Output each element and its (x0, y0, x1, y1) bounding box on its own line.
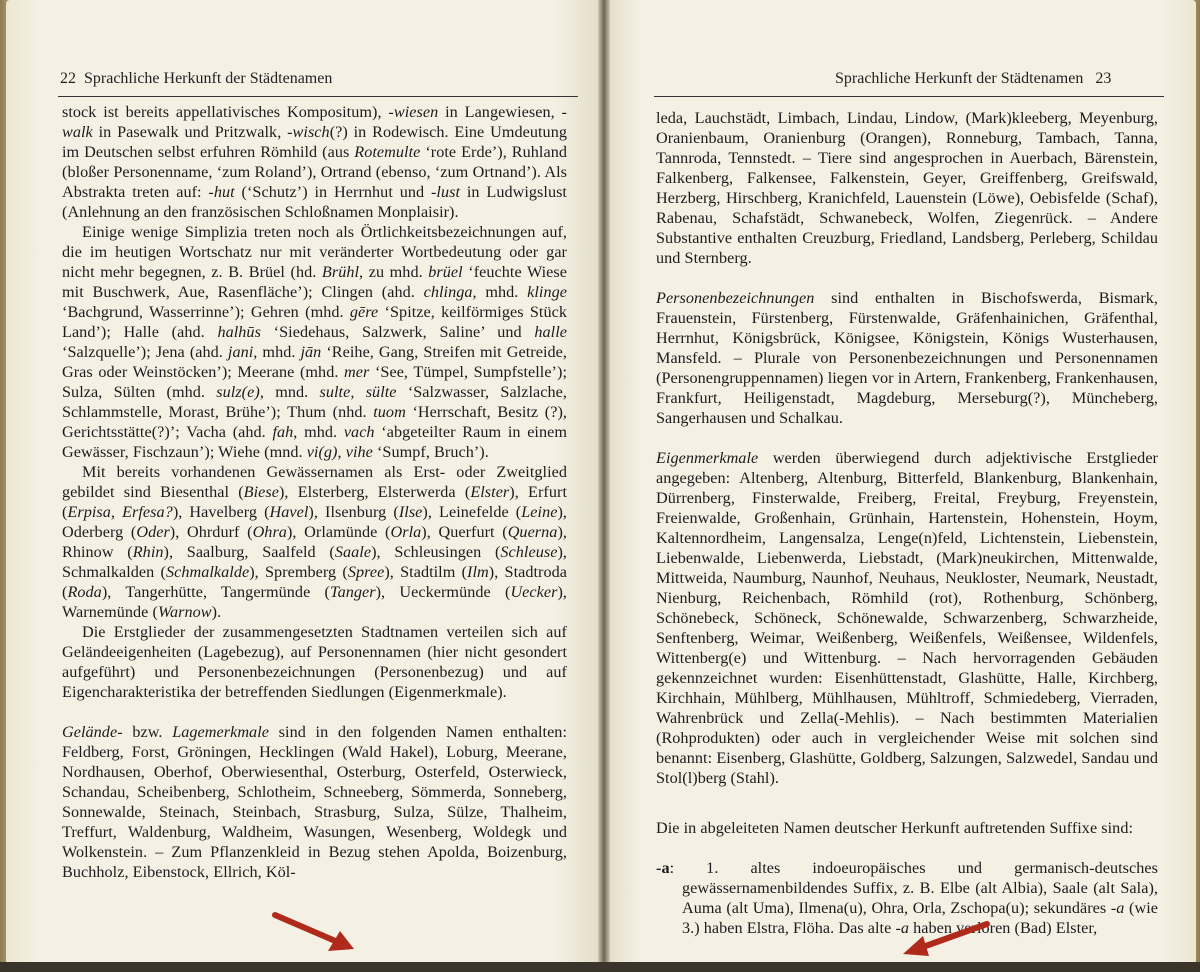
italic-term: jān (300, 343, 322, 361)
text-run: ‘See, Tümpel, Sumpfstelle’); Sulza, Sülten (mhd. (62, 363, 567, 401)
text-run: ), Schmalkalden ( (62, 543, 567, 581)
text-run: ), Rhinow ( (62, 523, 567, 561)
left-page-text (62, 102, 567, 882)
left-header-rule (58, 96, 578, 97)
text-run: in Langewiesen, (438, 103, 562, 121)
italic-term: Rotemulte (354, 143, 421, 161)
left-page-header: 22 Sprachliche Herkunft der Städtenamen (60, 70, 333, 87)
red-arrow-right (895, 918, 995, 963)
text-run: stock ist bereits appellativisches Kompositum), (62, 103, 389, 121)
text-run: ), Oderberg ( (62, 503, 568, 541)
text-run: ), Spremberg ( (249, 563, 348, 581)
text-run: Einige wenige Simplizia treten noch als Örtlichkeitsbezeichnungen auf, die im heutigen Wortschatz nur mit veränderter Wortbedeutung oder gar nicht mehr begegnen, z. B. Brüel (hd. (62, 223, 567, 281)
italic-term: vach (343, 423, 375, 441)
italic-term: Saale (334, 543, 372, 561)
section-gap (656, 788, 1158, 818)
italic-term: Oder (136, 523, 170, 541)
paragraph (656, 288, 1158, 428)
text-run: ), Orlamünde ( (286, 523, 391, 541)
paragraph-gap (656, 838, 1158, 858)
text-run: , mhd. (253, 343, 301, 361)
paragraph (656, 818, 1158, 838)
book-gutter (598, 0, 610, 965)
text-run: sind enthalten in Bischofswerda, Bismark, Frauenstein, Fürstenberg, Fürstenwalde, Gräfenhainichen, Gräfenthal, Herrnhut, Königsbrück, Königsee, Königstein, Königs Wusterhausen, Mansfeld. – Plurale von Personenbezeichnungen und Personennamen (Personengruppennamen) liegen vor in Artern, Frankenberg, Frankenhausen, Frankfurt, Heiligenstadt, Magdeburg, Merseburg(?), Müncheberg, Sangerhausen und Schalkau. (656, 289, 1158, 427)
text-run: ‘Salzquelle’); Jena (ahd. (62, 343, 228, 361)
text-run: ‘Reihe, Gang, Streifen mit Getreide, Gras oder Weinstöcken’); Meerane (mhd. (62, 343, 567, 381)
text-run: bzw. (122, 723, 173, 741)
italic-term: Gelände- (62, 723, 123, 741)
text-run: ‘abgeteilter Raum in einem Gewässer, Fischzaun’); Wiehe (mnd. (62, 423, 568, 461)
text-run: ‘Siedehaus, Salzwerk, Saline’ und (260, 323, 535, 341)
italic-term: Leine (521, 503, 558, 521)
italic-term: tuom (373, 403, 406, 421)
italic-term: Schleuse (500, 543, 558, 561)
italic-term: Eigenmerkmale (656, 449, 759, 467)
text-run: : 1. altes indoeuropäisches und germanisch-deutsches gewässernamenbildendes Suffix, z. B. Elbe (alt Albia), Saale (alt Sala), Auma (alt Uma), Ilmena(u), Ohra, Orla, Zschopa(u); sekundäres (669, 859, 1158, 917)
italic-term: halhūs (217, 323, 261, 341)
italic-term: Biese (243, 483, 279, 501)
italic-term: -wiesen (388, 103, 439, 121)
italic-term: gēre (349, 303, 379, 321)
text-run: haben verloren (Bad) Elster, (909, 919, 1098, 937)
italic-term: Tanger (330, 583, 376, 601)
italic-term: Spree (347, 563, 385, 581)
text-run: ), Elsterberg, Elsterwerda ( (278, 483, 471, 501)
italic-term: Uecker (510, 583, 558, 601)
text-run: ). (211, 603, 222, 621)
text-run: (?) in Rodewisch. Eine Umdeutung im Deutschen selbst erfuhren Römhild (aus (62, 123, 567, 161)
italic-term: brüel (428, 263, 463, 281)
italic-term: chlinga (423, 283, 473, 301)
italic-term: halle (534, 323, 567, 341)
text-run: ), Querfurt ( (421, 523, 508, 541)
paragraph-gap (656, 428, 1158, 448)
italic-term: Querna (507, 523, 558, 541)
text-run: ), Erfurt ( (62, 483, 567, 521)
text-run: ‘rote Erde’), Ruhland (bloßer Personenname, ‘zum Roland’), Ortrand (ebenso, ‘zum Ortnand’). Als Abstrakta treten auf: (62, 143, 567, 201)
italic-term: mer (344, 363, 370, 381)
italic-term: -wisch (287, 123, 330, 141)
right-page-header: Sprachliche Herkunft der Städtenamen 23 (835, 70, 1112, 87)
italic-term: Havel (269, 503, 309, 521)
italic-term: Rhin (132, 543, 164, 561)
italic-term: -a (1110, 899, 1125, 917)
italic-term: Lagemerkmale (172, 723, 269, 741)
italic-term: Erpisa, Erfesa? (67, 503, 173, 521)
right-header-rule (654, 96, 1164, 97)
italic-term: Ilm (467, 563, 489, 581)
text-run: Die Erstglieder der zusammengesetzten Stadtnamen verteilen sich auf Geländeeigenheiten (Lagebezug), auf Personennamen (hier nicht gesondert aufgeführt) und Personenbezeichnungen (Personenbezug) und auf Eigencharakteristika der betreffenden Siedlungen (Eigenmerkmale). (62, 623, 567, 701)
text-run: ), Ohrdurf ( (169, 523, 253, 541)
italic-term: fah (272, 423, 294, 441)
italic-term: Schmalkalde (165, 563, 250, 581)
text-run: werden überwiegend durch adjektivische Erstglieder angegeben: Altenberg, Altenburg, Bitterfeld, Blankenburg, Blankenhain, Dürrenberg, Finsterwalde, Freiberg, Freital, Freyburg, Freyenstein, Freienwalde, Großenhain, Grünhain, Hartenstein, Hohenstein, Hoym, Kaltennordheim, Langensalza, Lenge(n)feld, Lichtenstein, Liebenstein, Liebenwalde, Liebenwerda, Liebstadt, (Mark)neukirchen, Mittenwalde, Mittweida, Naumburg, Naunhof, Neuhaus, Neukloster, Neumark, Neustadt, Nienburg, Reichenbach, Römhild (rot), Rothenburg, Schönberg, Schönebeck, Schöneck, Schönewalde, Schwarzenberg, Schwarzheide, Senftenberg, Weimar, Weißenberg, Weißenfels, Weißensee, Wildenfels, Wittenberg(e) und Wittenburg. – Nach hervorragenden Gebäuden gekennzeichnet wurden: Eisenhüttenstadt, Glashütte, Halle, Kirchberg, Kirchhain, Mühlberg, Mühlhausen, Mühltroff, Schmiedeberg, Vierraden, Wahrenbrück und Zella(-Mehlis). – Nach bestimmten Materialien (Rohprodukten) oder auch in vergleichender Weise mit solchen sind benannt: Eisenberg, Glashütte, Goldberg, Salzungen, Salzwedel, Sandau und Stol(l)berg (Stahl). (656, 449, 1158, 787)
text-run: ), Tangerhütte, Tangermünde ( (101, 583, 331, 601)
italic-term: Personenbezeichnungen (656, 289, 815, 307)
text-run: ), Saalburg, Saalfeld ( (163, 543, 335, 561)
paragraph-gap (656, 268, 1158, 288)
text-run: Mit bereits vorhandenen Gewässernamen als Erst- oder Zweitglied gebildet sind Biesenthal ( (62, 463, 567, 501)
paragraph (62, 222, 567, 462)
italic-term: sulte, sülte (319, 383, 397, 401)
italic-term: -lust (430, 183, 461, 201)
paragraph (62, 622, 567, 702)
italic-term: Ohra (252, 523, 287, 541)
text-run: ), Stadtilm ( (384, 563, 468, 581)
text-run: ), Stadtroda ( (62, 563, 568, 601)
italic-term: Orla (390, 523, 422, 541)
text-run: , mhd. (293, 423, 344, 441)
paragraph (62, 722, 567, 882)
right-page-text (656, 108, 1158, 938)
suffix-label: -a (656, 859, 670, 877)
text-run: , zu mhd. (359, 263, 429, 281)
text-run: ‘Salzwasser, Salzlache, Schlammstelle, Morast, Brühe’); Thum (nhd. (62, 383, 567, 421)
text-run: (wie 3.) haben Elstra, Flöha. Das alte (682, 899, 1159, 937)
italic-term: -hut (208, 183, 235, 201)
text-run: (‘Schutz’) in Herrnhut und (234, 183, 431, 201)
text-run: leda, Lauchstädt, Limbach, Lindau, Lindow, (Mark)kleeberg, Meyenburg, Oranienbaum, Oranienburg (Orangen), Ronneburg, Tambach, Tanna, Tannroda, Tennstedt. – Tiere sind angesprochen in Auerbach, Bärenstein, Falkenberg, Falkensee, Falkenstein, Geyer, Greiffenberg, Greifswald, Herzberg, Hirschberg, Kranichfeld, Lauenstein (Löwe), Oebisfelde (Schaf), Rabenau, Schafstädt, Schwanebeck, Wolfen, Ziegenrück. – Andere Substantive enthalten Creuzburg, Friedland, Landsberg, Perleberg, Schildau und Sternberg. (656, 109, 1158, 267)
text-run: ‘Sumpf, Bruch’). (372, 443, 489, 461)
text-run: ‘Herrschaft, Besitz (?), Gerichtsstätte(?)’; Vacha (ahd. (62, 403, 568, 441)
paragraph (656, 108, 1158, 268)
italic-term: Warnow (157, 603, 212, 621)
text-run: , mnd. (259, 383, 320, 401)
paragraph (62, 102, 567, 222)
italic-term: jani (227, 343, 254, 361)
red-arrow-left (270, 905, 360, 960)
paragraph (656, 448, 1158, 788)
text-run: ), Warnemünde ( (62, 583, 568, 621)
text-run: ‘Spitze, keilförmiges Stück Land’); Halle (ahd. (62, 303, 567, 341)
text-run: in Ludwigslust (Anlehnung an den französischen Schloßnamen Monplaisir). (62, 183, 567, 221)
text-run: , (337, 443, 346, 461)
text-run: ), Leinefelde ( (422, 503, 522, 521)
italic-term: Brühl (321, 263, 360, 281)
text-run: ‘feuchte Wiese mit Buschwerk, Aue, Rasenfläche’); Clingen (ahd. (62, 263, 568, 301)
paragraph (62, 462, 567, 622)
bottom-edge (0, 962, 1200, 972)
text-run: ‘Bachgrund, Wasserrinne’); Gehren (mhd. (62, 303, 350, 321)
text-run: , mhd. (472, 283, 528, 301)
italic-term: klinge (527, 283, 567, 301)
italic-term: sulz(e) (216, 383, 260, 401)
italic-term: vihe (345, 443, 373, 461)
italic-term: Elster (470, 483, 510, 501)
italic-term: -a (895, 919, 910, 937)
italic-term: vi(g) (306, 443, 338, 461)
text-run: ), Ueckermünde ( (375, 583, 511, 601)
text-run: ), Schleusingen ( (371, 543, 501, 561)
italic-term: Roda (67, 583, 102, 601)
paragraph-gap (62, 702, 567, 722)
italic-term: -walk (62, 103, 567, 141)
text-run: ), Havelberg ( (172, 503, 270, 521)
text-run: in Pasewalk und Pritzwalk, (92, 123, 288, 141)
text-run: ), Ilsenburg ( (308, 503, 399, 521)
text-run: Die in abgeleiteten Namen deutscher Herkunft auftretenden Suffixe sind: (656, 819, 1134, 837)
italic-term: Ilse (398, 503, 423, 521)
text-run: sind in den folgenden Namen enthalten: Feldberg, Forst, Gröningen, Hecklingen (Wald Hakel), Loburg, Meerane, Nordhausen, Oberhof, Oberwiesenthal, Osterburg, Osterfeld, Osterwieck, Schandau, Scheibenberg, Schlotheim, Schneeberg, Sömmerda, Sonneberg, Sonnewalde, Steinach, Steinbach, Strasburg, Sulza, Sülze, Thalheim, Treffurt, Waldenburg, Waldheim, Wasungen, Wesenberg, Woldegk und Wolkenstein. – Zum Pflanzenkleid in Bezug stehen Apolda, Boizenburg, Buchholz, Eibenstock, Ellrich, Köl- (62, 723, 568, 881)
